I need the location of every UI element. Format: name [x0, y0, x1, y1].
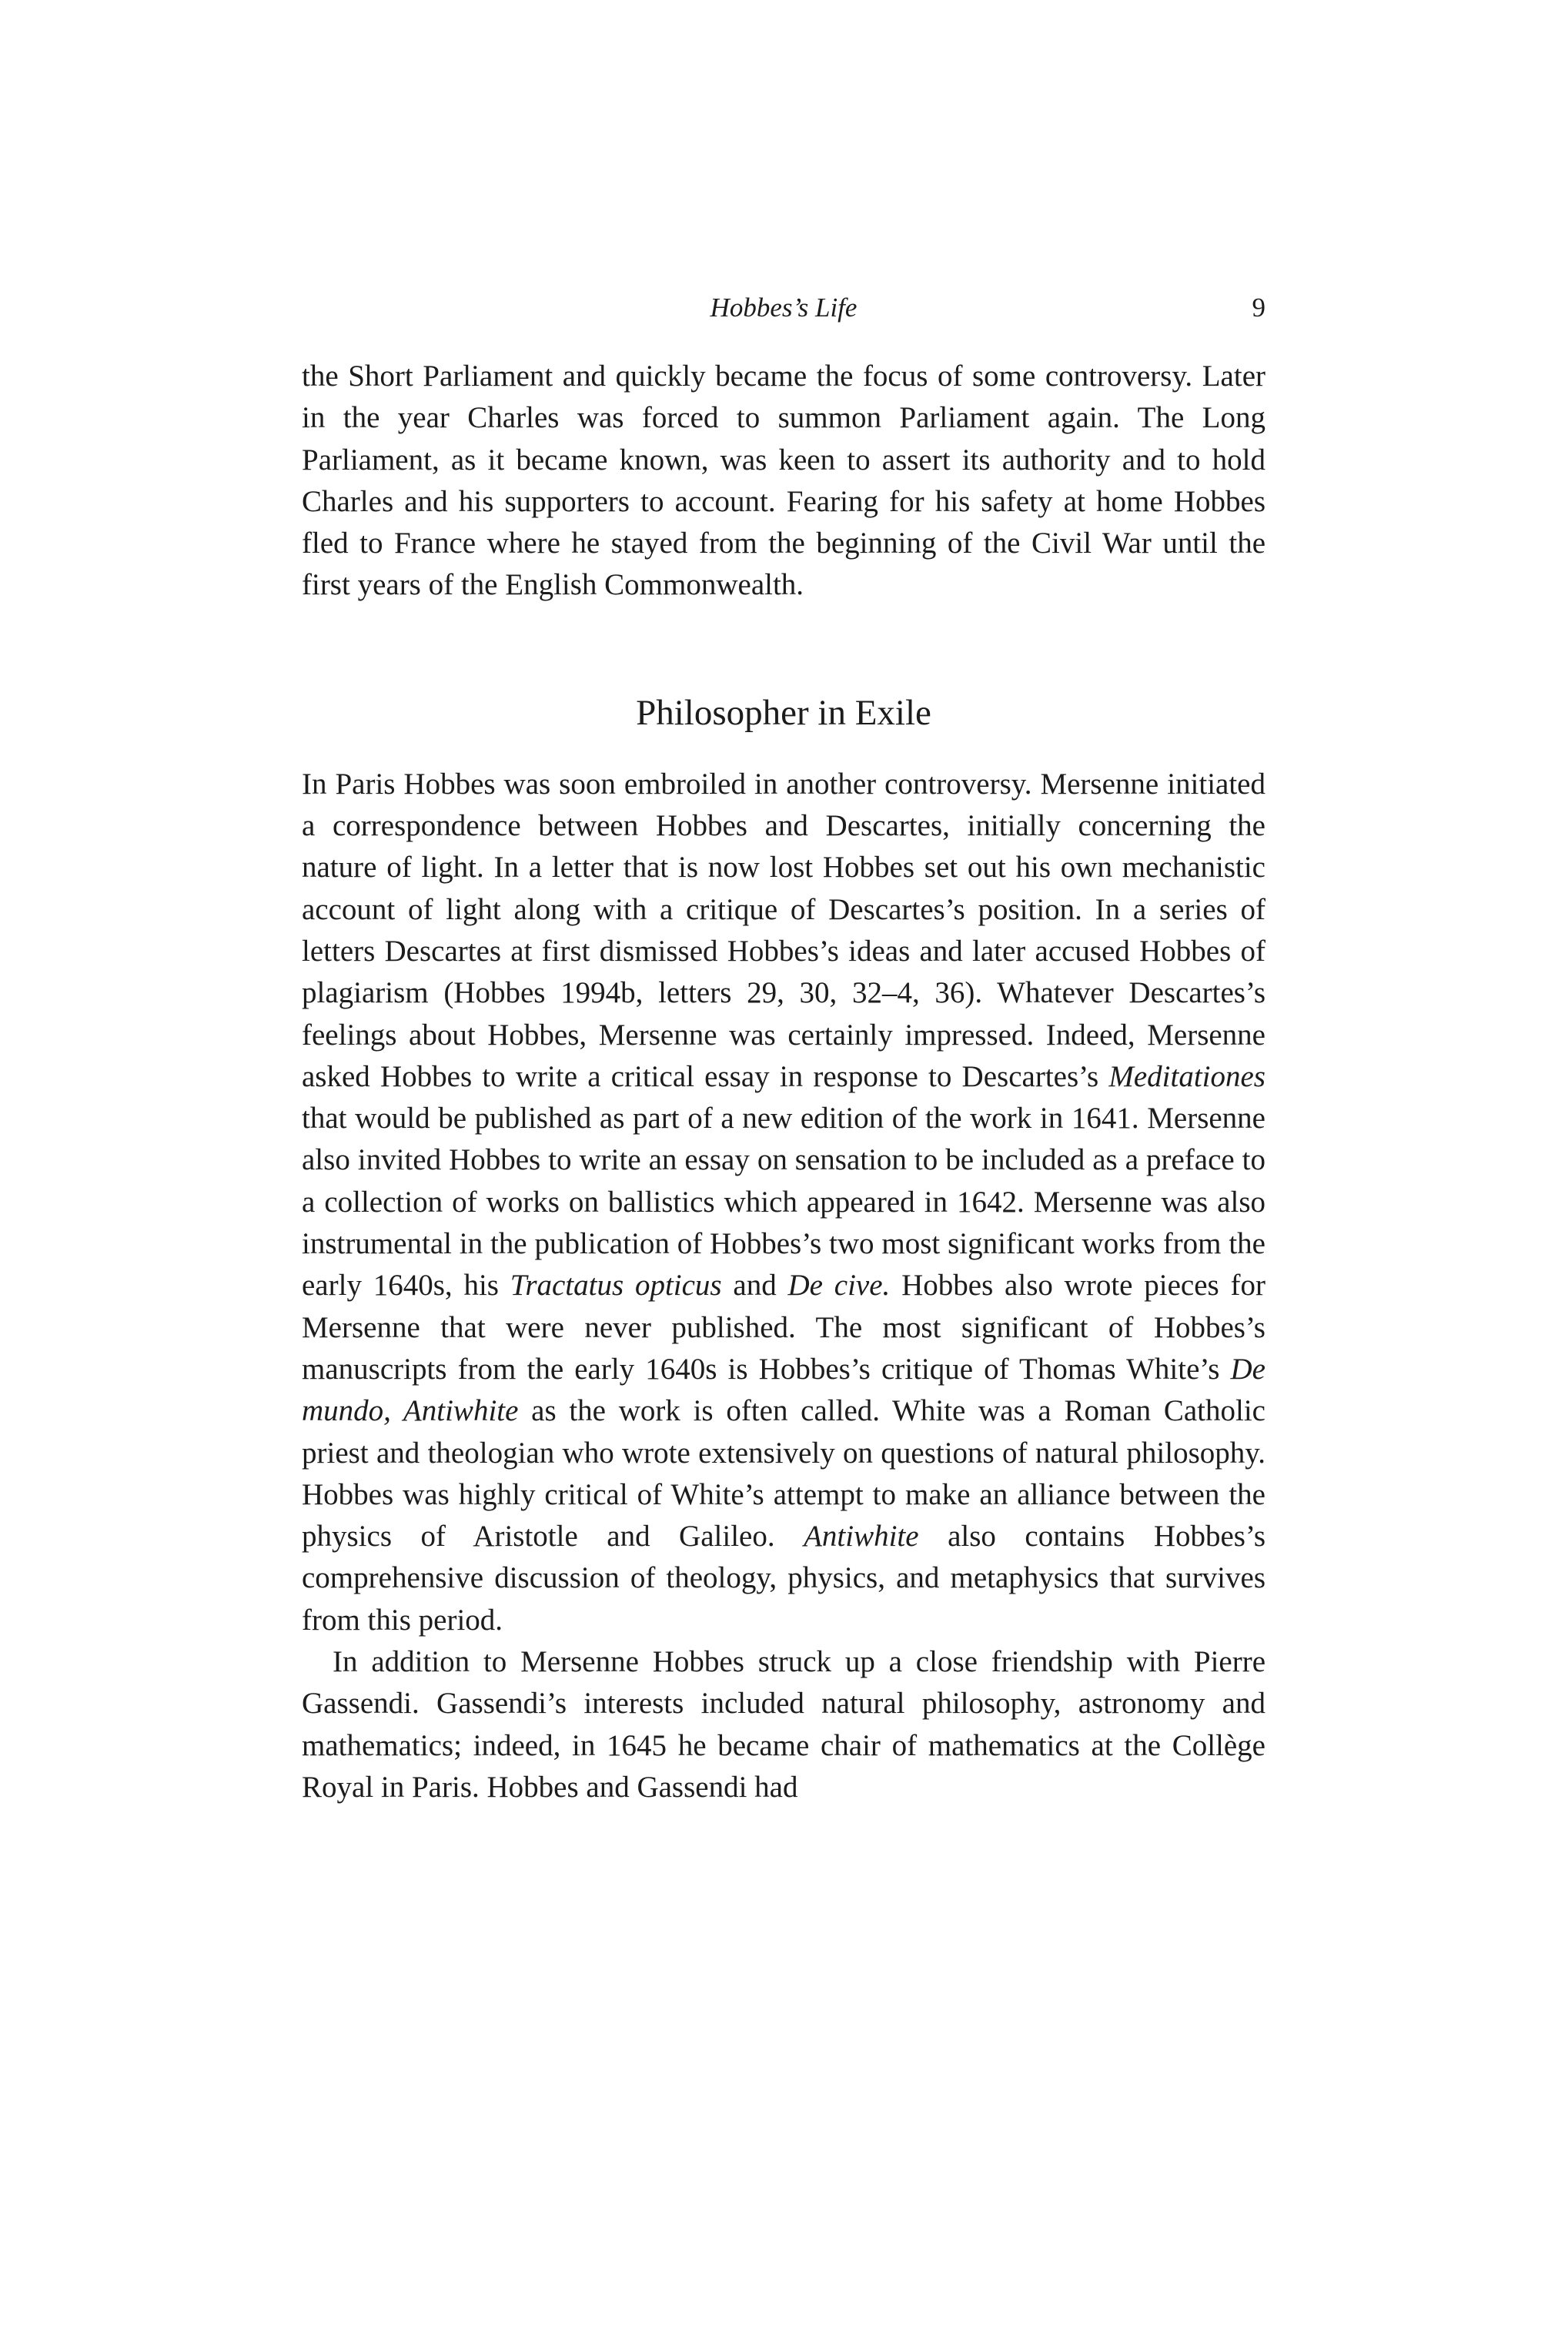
paragraph-gassendi: In addition to Mersenne Hobbes struck up a close friendship with Pierre Gassendi. Gassendi’s interests included natural philosophy, astronomy and mathematics; indeed, in 1645 he became chair of mathematics at the Collège Royal in Paris. Hobbes and Gassendi had [302, 1645, 1265, 1804]
text-run: that would be published as part of a new edition of the work in 1641. Mersenne also invited Hobbes to write an essay on sensation to be included as a preface to a collection of works on ballistics which appeared in 1642. Mersenne was also instrumental in the publication of Hobbes’s two most significant works from the early 1640s, his [302, 1102, 1265, 1303]
running-head [302, 293, 1265, 339]
title-de-mundo-antiwhite: De mundo, Antiwhite [302, 1352, 1265, 1428]
text-run: In Paris Hobbes was soon embroiled in another controversy. Mersenne initiated a correspondence between Hobbes and Descartes, initially concerning the nature of light. In a letter that is now lost Hobbes set out his own mechanistic account of light along with a critique of Descartes’s position. In a series of letters Descartes at first dismissed Hobbes’s ideas and later accused Hobbes of plagiarism (Hobbes 1994b, letters 29, 30, 32–4, 36). Whatever Descartes’s feelings about Hobbes, Mersenne was certainly impressed. Indeed, Mersenne asked Hobbes to write a critical essay in response to Descartes’s [302, 767, 1265, 1093]
page-number: 9 [1252, 293, 1265, 323]
paragraph-paris [302, 764, 1265, 1641]
text-run: and [721, 1269, 788, 1303]
section-heading: Philosopher in Exile [636, 692, 931, 733]
title-de-cive: De cive. [787, 1269, 891, 1303]
title-meditationes: Meditationes [1108, 1059, 1265, 1093]
book-page [302, 293, 1265, 1808]
text-run: Hobbes also wrote pieces for Mersenne that were never published. The most significant of Hobbes’s manuscripts from the early 1640s is Hobbes’s critique of Thomas White’s [302, 1269, 1265, 1386]
text-run: also contains Hobbes’s comprehensive discussion of theology, physics, and metaphysics that survives from this period. [302, 1520, 1265, 1637]
paragraph-civil-war: the Short Parliament and quickly became the focus of some controversy. Later in the year Charles was forced to summon Parliament again. The Long Parliament, as it became known, was keen to assert its authority and to hold Charles and his supporters to account. Fearing for his safety at home Hobbes fled to France where he stayed from the beginning of the Civil War until the first years of the English Commonwealth. [302, 360, 1265, 602]
running-title: Hobbes’s Life [710, 293, 858, 323]
title-antiwhite: Antiwhite [804, 1520, 919, 1554]
text-run: as the work is often called. White was a Roman Catholic priest and theologian who wrote extensively on questions of natural philosophy. Hobbes was highly critical of White’s attempt to make an alliance between the physics of Aristotle and Galileo. [302, 1394, 1265, 1554]
title-tractatus-opticus: Tractatus opticus [510, 1269, 722, 1303]
